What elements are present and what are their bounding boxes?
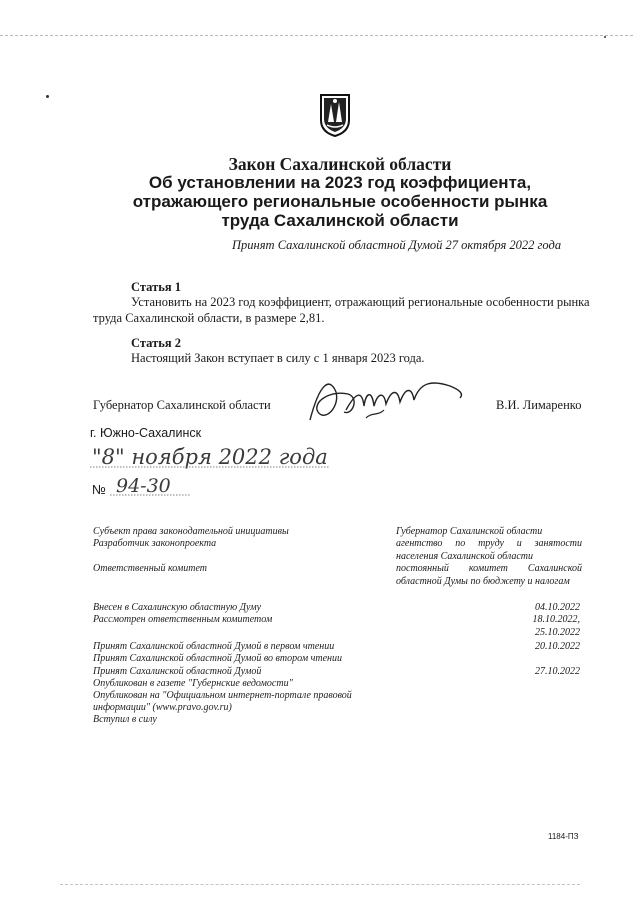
- meta-label: Ответственный комитет: [93, 563, 207, 574]
- history-label: Опубликован на "Официальном интернет-портале правовой: [93, 690, 352, 701]
- coat-of-arms-emblem: [318, 92, 352, 138]
- city-line: г. Южно-Сахалинск: [90, 426, 202, 440]
- number-label: №: [92, 482, 106, 497]
- history-date: 04.10.2022: [535, 602, 580, 613]
- history-label: Вступил в силу: [93, 714, 157, 725]
- svg-text:"8" ноября 2022 года: "8" ноября 2022 года: [92, 445, 328, 469]
- scan-speck: [604, 36, 606, 38]
- history-label: Рассмотрен ответственным комитетом: [93, 614, 273, 625]
- subject-line: труда Сахалинской области: [221, 211, 459, 230]
- article-1-text: Установить на 2023 год коэффициент, отражающий региональные особенности рынка: [131, 295, 590, 309]
- meta-label: Субъект права законодательной инициативы: [93, 526, 289, 537]
- scan-bottom-edge: [60, 884, 580, 885]
- scan-speck: [46, 95, 49, 98]
- history-label: информации" (www.pravo.gov.ru): [93, 702, 232, 713]
- meta-value: постоянный комитет Сахалинской областной Думы по бюджету и налогам: [396, 563, 582, 587]
- history-date: 20.10.2022: [535, 641, 580, 652]
- history-label: Принят Сахалинской областной Думой: [93, 666, 262, 677]
- history-label: Принят Сахалинской областной Думой во втором чтении: [93, 653, 343, 664]
- handwritten-date: [90, 444, 350, 504]
- article-1-heading: Статья 1: [131, 280, 181, 294]
- history-date: 27.10.2022: [535, 666, 580, 677]
- governor-position: Губернатор Сахалинской области: [93, 398, 271, 412]
- governor-name: В.И. Лимаренко: [496, 398, 582, 412]
- meta-value: Губернатор Сахалинской области: [396, 526, 543, 537]
- article-1-text: труда Сахалинской области, в размере 2,81.: [93, 311, 325, 325]
- subject-line: Об установлении на 2023 год коэффициента,: [148, 173, 532, 192]
- meta-values: [396, 526, 582, 588]
- governor-signature: [300, 372, 470, 432]
- history-label: Опубликован в газете "Губернские ведомости": [93, 678, 293, 689]
- article-2-heading: Статья 2: [131, 336, 181, 350]
- article-2-text: Настоящий Закон вступает в силу с 1 января 2023 года.: [131, 351, 425, 365]
- history-date: 18.10.2022,: [532, 614, 580, 625]
- law-title: Закон Сахалинской области: [228, 154, 452, 174]
- meta-value: агентство по труду и занятости населения Сахалинской области: [396, 538, 582, 562]
- handwritten-date-text: [92, 445, 328, 469]
- scan-top-edge: [0, 35, 633, 36]
- meta-label: Разработчик законопроекта: [93, 538, 217, 549]
- adoption-note: Принят Сахалинской областной Думой 27 октября 2022 года: [232, 238, 562, 252]
- history-label: Внесен в Сахалинскую областную Думу: [93, 602, 262, 613]
- document-code: 1184-ПЗ: [548, 832, 579, 841]
- history-date: 25.10.2022: [535, 627, 580, 638]
- handwritten-number: 94-30: [116, 475, 171, 497]
- history-label: Принят Сахалинской областной Думой в первом чтении: [93, 641, 335, 652]
- subject-line: отражающего региональные особенности рынка: [132, 192, 548, 211]
